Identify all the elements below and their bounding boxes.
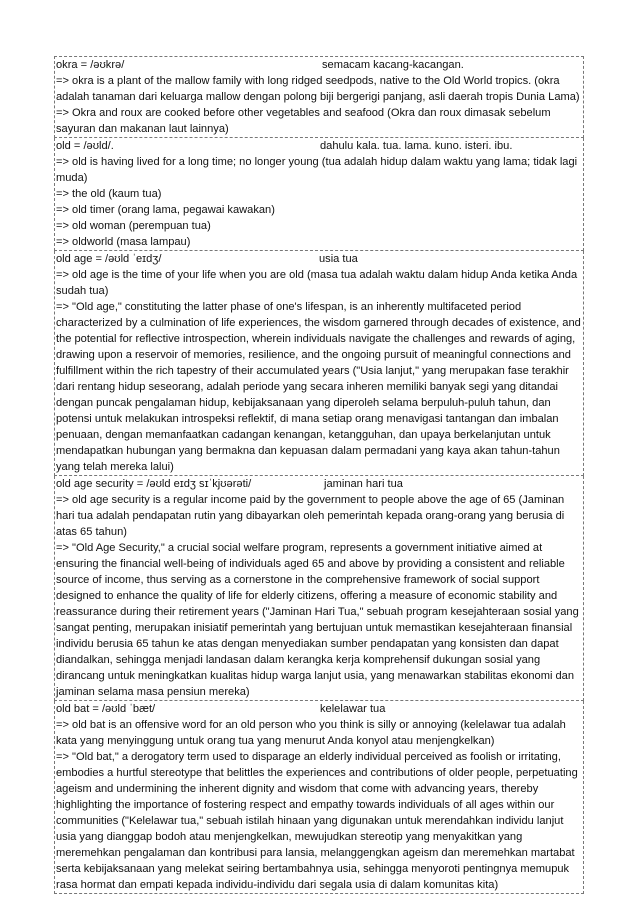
entry-line: => Okra and roux are cooked before other vegetables and seafood (Okra dan roux dimasak sebelum sayuran dan makanan laut lainnya) (56, 107, 551, 135)
entry-translation: kelelawar tua (320, 703, 386, 715)
entry-line: => old age security is a regular income paid by the government to people above the age of 65 (Jaminan hari tua adalah pendapatan rutin yang dibayarkan oleh pemerintah kepada orang-orang yang berusia di atas 65 tahun) (56, 494, 565, 538)
dictionary-entry (54, 701, 584, 894)
entry-header (56, 57, 582, 73)
entry-term: old age = /əʊld ˈeɪdʒ/ (56, 253, 162, 265)
entry-line: => old age is the time of your life when you are old (masa tua adalah waktu dalam hidup Anda ketika Anda sudah tua) (56, 269, 578, 297)
dictionary-entry (54, 476, 584, 701)
entry-translation: dahulu kala. tua. lama. kuno. isteri. ibu. (320, 140, 513, 152)
entry-header (56, 701, 582, 717)
entry-line: => oldworld (masa lampau) (56, 236, 191, 248)
entry-term: old = /əʊld/. (56, 140, 114, 152)
entry-header (56, 476, 582, 492)
entry-line: => "Old bat," a derogatory term used to disparage an elderly individual perceived as foolish or irritating, embodies a hurtful stereotype that belittles the experiences and contributions of older people, perpetuating ageism and undermining the inherent dignity and wisdom that come with advancing years, thereby highlighting the importance of fostering respect and empathy towards individuals of all ages within our communities ("Kelelawar tua," sebuah istilah hinaan yang digunakan untuk merendahkan individu lanjut usia yang dianggap bodoh atau menjengkelkan, mewujudkan stereotip yang menyakitkan yang meremehkan pengalaman dan kontribusi para lansia, melanggengkan ageism dan meremehkan martabat serta kebijaksanaan yang melekat seiring bertambahnya usia, sehingga menyoroti pentingnya memupuk rasa hormat dan empati kepada individu-individu dari segala usia di dalam komunitas kita) (56, 751, 578, 891)
dictionary-entry (54, 138, 584, 251)
entry-line: => old bat is an offensive word for an old person who you think is silly or annoying (kelelawar tua adalah kata yang menyinggung untuk orang tua yang menurut Anda konyol atau menjengkelkan) (56, 719, 566, 747)
entry-line: => old is having lived for a long time; no longer young (tua adalah hidup dalam waktu yang lama; tidak lagi muda) (56, 156, 578, 184)
entry-translation: jaminan hari tua (324, 478, 403, 490)
dictionary-entry (54, 251, 584, 476)
entry-line: => "Old age," constituting the latter phase of one's lifespan, is an inherently multifaceted period characterized by a culmination of life experiences, the wisdom garnered through decades of existence, and the potential for reflective introspection, wherein individuals navigate the challenges and rewards of aging, drawing upon a reservoir of memories, resilience, and the ongoing pursuit of meaningful connections and fulfillment within the rich tapestry of their accumulated years ("Usia lanjut," yang merupakan fase terakhir dari rentang hidup seseorang, adalah periode yang secara inheren memiliki banyak segi yang ditandai dengan puncak pengalaman hidup, kebijaksanaan yang diperoleh selama berpuluh-puluh tahun, dan potensi untuk melakukan introspeksi reflektif, di mana setiap orang menavigasi tantangan dan imbalan penuaan, dengan memanfaatkan cadangan kenangan, ketangguhan, dan upaya berkelanjutan untuk mendapatkan hubungan yang bermakna dan kepuasan dalam permadani yang kaya akan tahun-tahun yang telah mereka lalui) (56, 301, 581, 473)
entry-line: => the old (kaum tua) (56, 188, 162, 200)
entry-header (56, 251, 582, 267)
entry-term: old age security = /əʊld eɪdʒ sɪˈkjʊərəti/ (56, 478, 252, 490)
entry-line: => old timer (orang lama, pegawai kawakan) (56, 204, 275, 216)
entry-line: => "Old Age Security," a crucial social welfare program, represents a government initiative aimed at ensuring the financial well-being of individuals aged 65 and above by providing a consistent and reliable source of income, thus serving as a cornerstone in the comprehensive framework of social support designed to enhance the quality of life for elderly citizens, offering a measure of economic stability and reassurance during their retirement years ("Jaminan Hari Tua," sebuah program kesejahteraan sosial yang sangat penting, merupakan inisiatif pemerintah yang bertujuan untuk memastikan kesejahteraan finansial individu berusia 65 tahun ke atas dengan menyediakan sumber pendapatan yang konsisten dan dapat diandalkan, sehingga menjadi landasan dalam kerangka kerja komprehensif dukungan sosial yang dirancang untuk meningkatkan kualitas hidup warga lanjut usia, yang menawarkan stabilitas ekonomi dan jaminan selama masa pensiun mereka) (56, 542, 579, 698)
entry-line: => old woman (perempuan tua) (56, 220, 211, 232)
dictionary-entry (54, 56, 584, 138)
dictionary-document (54, 56, 584, 894)
entry-term: old bat = /əʊld ˈbæt/ (56, 703, 156, 715)
entry-translation: semacam kacang-kacangan. (322, 59, 464, 71)
entry-header (56, 138, 582, 154)
entry-term: okra = /əʊkrə/ (56, 59, 125, 71)
entry-line: => okra is a plant of the mallow family with long ridged seedpods, native to the Old World tropics. (okra adalah tanaman dari keluarga mallow dengan polong biji bergerigi panjang, asli daerah tropis Dunia Lama) (56, 75, 580, 103)
entry-translation: usia tua (319, 253, 358, 265)
